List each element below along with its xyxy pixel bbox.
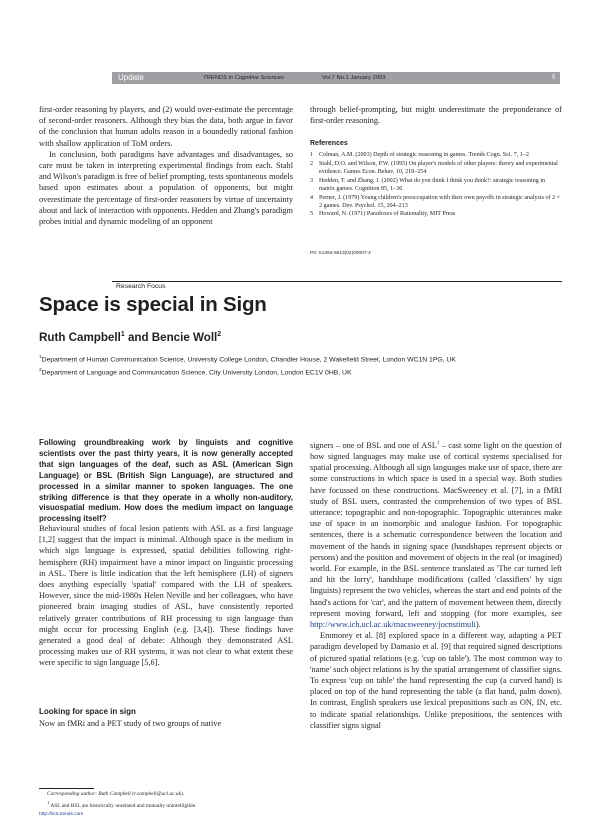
footnote-reference-marker: 1 [436,441,440,446]
pii-identifier: PII: S1364-6613(02)00007-4 [310,251,371,256]
body-text: signers – one of BSL and one of ASL [310,440,437,450]
affiliation-line [39,366,509,379]
footnote-corresponding-author: Corresponding author: Ruth Campbell (r.campbell@ucl.ac.uk). [47,791,185,797]
author-affiliation-marker: 1 [120,331,125,339]
footnote-marker: 1 [47,799,50,805]
reference-item [310,194,562,210]
footnote-text: ASL and BSL are historically unrelated and mutually unintelligible. [50,802,197,809]
author-affiliation-marker: 2 [217,331,222,339]
body-paragraph: Behavioural studies of focal lesion patients with ASL as a first language [1,2] suggest that the impact is minimal. Although space is the medium in which sign language is expressed, spatial debilities following right-hemisphere (RH) impairment have a minor impact on linguistic processing in ASL. There is little indication that the left hemisphere (LH) of signers does anything especially 'spatial' compared with the LH of speakers. However, since the mid-1980s Helen Neville and her colleagues, who have pioneered brain imaging studies of ASL, have consistently reported relatively greater contributions of RH processing to sign language than might occur for processing English (e.g. [3,4]). These findings have generated a good deal of debate: Although they demonstrated ASL processing makes use of RH systems, it was not clear to what extent these were specific to sign language [5,6]. [39,524,293,668]
article-abstract: Following groundbreaking work by linguists and cognitive scientists over the past thirty years, it is now generally accepted that sign languages of the deaf, such as ASL (American Sign Language) or BSL (British Sign Language), are structured and processed in a similar manner to spoken languages. The one striking difference is that they operate in a wholly non-auditory, visuospatial medium. How does the medium impact on language processing itself? [39,438,293,524]
reference-number: 3 [310,177,314,184]
reference-text: Colman, A.M. (2003) Depth of strategic reasoning in games. Trends Cogn. Sci. 7, 1–2 [319,152,529,158]
reference-number: 2 [310,160,314,167]
header-page-number: 5 [552,75,556,81]
author-affiliations [39,353,509,379]
author-name: Ruth Campbell [39,331,121,344]
article-body-left [39,523,293,669]
previous-article-left-column [39,104,293,227]
affiliation-marker: 2 [39,367,42,373]
previous-article-paragraph: In conclusion, both paradigms have advantages and disadvantages, so care must be taken in interpreting experimental findings from each. Stahl and Wilson's paradigm is free of belief prompting, tests spontaneous models based upon estimates about a population of opponents, but might overestimate the percentage of first-order reasoners by virtue of uncertainty about and lack of interaction with opponents. Hedden and Zhang's paradigm probes initial and dynamic modeling of an opponent [39,149,293,227]
previous-article-paragraph: through belief-prompting, but might underestimate the preponderance of first-order reasoning. [310,105,562,126]
author-name: and Bencie Woll [124,331,218,344]
stimuli-link[interactable]: http://www.ich.ucl.ac.uk/macsweeney/jocnstimuli [310,620,476,630]
body-text: – cast some light on the question of how signed languages may make use of cortical systems specialised for spatial processing. Although all sign languages make use of space, there are some constructions in which space is used in a special way. Both studies have focussed on these constructions. MacSweeney et al. [7], in a fMRI study of BSL users, contrasted the comprehension of two types of BSL utterance: topographic and non-topographic. Topographic utterances make use of space in an isomorphic and analogue fashion. For topographic sentences, there is a schematic correspondence between the location and movement of the hands in signing space (handshapes represent objects or persons) and the position and movement of objects in the real (or imagined) world. For example, in the BSL sentence translated as 'The car turned left and hit the lorry', handshape modifications (called 'classifiers' by sign linguists) represent the two vehicles, whereas the start and end points of the hand's actions for 'car', and the pattern of movement between them, directly represent moving forward, left and stopping (for more examples, see [310,440,562,618]
affiliation-line [39,353,509,366]
section-divider [112,281,562,282]
header-section-tag: Update [118,73,144,82]
article-subheading: Looking for space in sign [39,707,136,716]
body-paragraph: Emmorey et al. [8] explored space in a different way, adapting a PET paradigm developed by Damasio et al. [9] that required signed descriptions of pictured spatial relations (e.g. 'cup on table'). The most common way to 'name' such object relations is by the spatial arrangement of classifier signs. To express 'cup on table' the hand representing the cup (a curved hand) is placed on top of the hand representing the table (a flat hand, palm down). In contrast, English speakers use lexical prepositions such as ON, IN, etc. to indicate spatial relationships. Unlike prepositions, the sentences with classifier signs signal [310,631,562,730]
article-body-left-continued [39,718,293,729]
reference-item [310,210,562,218]
footnote-divider [39,788,94,789]
reference-number: 1 [310,152,314,158]
reference-text: Stahl, D.O. and Wilson, P.W. (1995) On player's models of other players: theory and experimental evidence. Games Econ. Behav. 10, 218–254 [319,160,558,175]
header-volume-issue: Vol.7 No.1 January 2003 [322,75,386,81]
reference-number: 4 [310,194,314,201]
references-heading: References [310,140,348,147]
affiliation-text: Department of Language and Communication Science, City University London, London EC1V 0HB, UK [41,369,352,377]
previous-article-right-column [310,104,562,126]
article-body-right [310,438,562,731]
reference-text: Howard, N. (1971) Paradoxes of Rationality, MIT Press [319,211,456,218]
article-authors [39,331,221,344]
affiliation-marker: 1 [39,355,42,360]
reference-text: Hedden, T. and Zhang, J. (2002) What do you think I think you think?: strategic reasoning in matrix games. Cognition 85, 1–36 [319,177,546,192]
body-paragraph [310,438,562,630]
body-text: ). [475,620,481,630]
reference-number: 5 [310,211,314,218]
affiliation-text: Department of Human Communication Science, University College London, Chandler House, 2 Wakefield Street, London WC1N 1PG, UK [41,356,456,364]
reference-item [310,177,562,193]
footnote-item [39,799,293,811]
previous-article-paragraph: first-order reasoning by players, and (2) would over-estimate the percentage of second-order reasoners. Although they bias the data, both argue in favor of the conclusion that human adults reason in a boundedly rational fashion with shallow application of ToM orders. [39,105,293,148]
reference-item [310,160,562,176]
article-title: Space is special in Sign [39,293,267,316]
body-paragraph: Now an fMRi and a PET study of two groups of native [39,719,222,728]
reference-item [310,151,562,159]
header-journal-name: TRENDS in Cognitive Sciences [203,75,284,81]
section-label: Research Focus [116,283,166,290]
references-list [310,151,562,219]
reference-text: Perner, J. (1979) Young children's preoccupation with their own payoffs in strategic analysis of 2 × 2 games. Dev. Psychol. 15, 204–213 [319,194,561,209]
journal-url-link[interactable]: http://tics.trends.com [39,812,84,817]
footnotes [39,791,293,811]
